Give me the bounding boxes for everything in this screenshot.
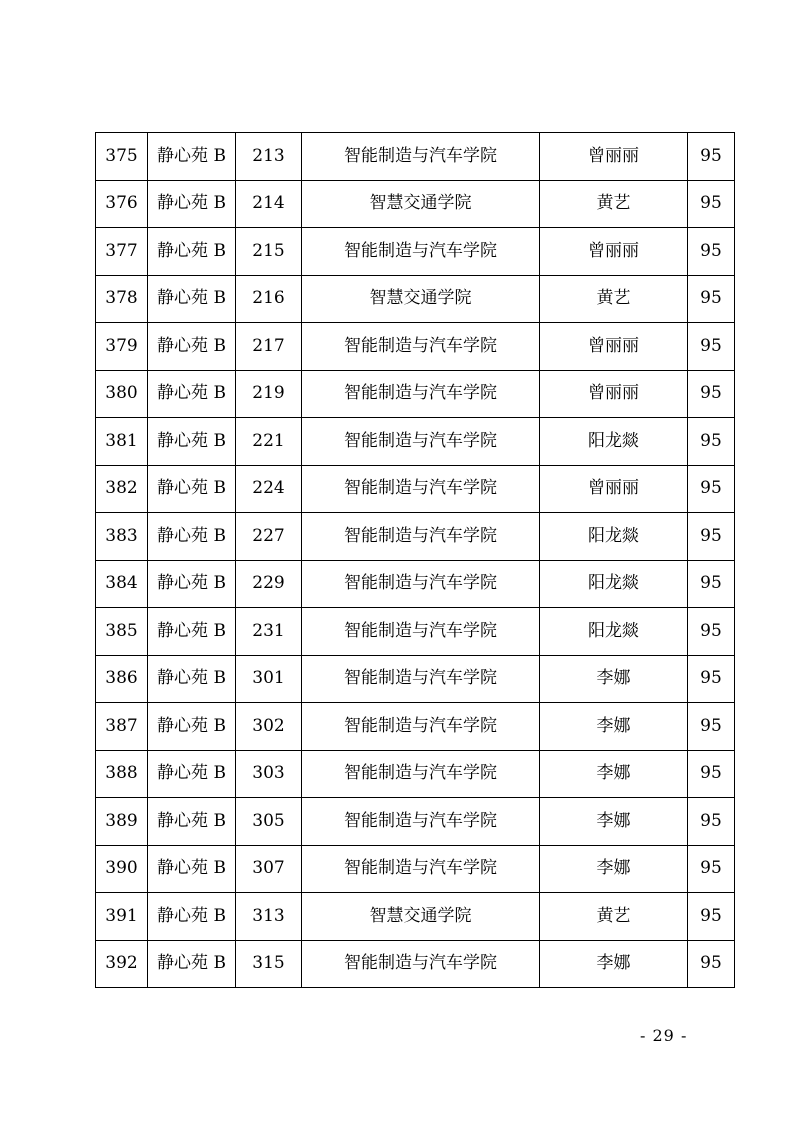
score-cell: 95	[688, 180, 735, 228]
table-row	[96, 893, 735, 941]
building-cell: 静心苑 B	[148, 560, 236, 608]
table-row	[96, 418, 735, 466]
table-row	[96, 798, 735, 846]
room-number-cell: 307	[236, 845, 302, 893]
serial-number-cell: 390	[96, 845, 148, 893]
building-cell: 静心苑 B	[148, 228, 236, 276]
counselor-cell: 曾丽丽	[540, 370, 688, 418]
serial-number-cell: 392	[96, 940, 148, 988]
score-cell: 95	[688, 655, 735, 703]
counselor-cell: 阳龙燚	[540, 608, 688, 656]
score-cell: 95	[688, 560, 735, 608]
serial-number-cell: 388	[96, 750, 148, 798]
score-cell: 95	[688, 845, 735, 893]
counselor-cell: 李娜	[540, 655, 688, 703]
table-row	[96, 703, 735, 751]
serial-number-cell: 380	[96, 370, 148, 418]
counselor-cell: 李娜	[540, 798, 688, 846]
serial-number-cell: 378	[96, 275, 148, 323]
room-number-cell: 214	[236, 180, 302, 228]
serial-number-cell: 375	[96, 133, 148, 181]
building-cell: 静心苑 B	[148, 275, 236, 323]
building-cell: 静心苑 B	[148, 323, 236, 371]
table-row	[96, 180, 735, 228]
room-number-cell: 229	[236, 560, 302, 608]
score-cell: 95	[688, 323, 735, 371]
dormitory-score-table	[95, 132, 735, 988]
college-cell: 智能制造与汽车学院	[302, 418, 540, 466]
counselor-cell: 黄艺	[540, 893, 688, 941]
counselor-cell: 黄艺	[540, 180, 688, 228]
counselor-cell: 阳龙燚	[540, 513, 688, 561]
room-number-cell: 216	[236, 275, 302, 323]
building-cell: 静心苑 B	[148, 893, 236, 941]
college-cell: 智能制造与汽车学院	[302, 465, 540, 513]
table-row	[96, 940, 735, 988]
table-row	[96, 275, 735, 323]
counselor-cell: 李娜	[540, 750, 688, 798]
room-number-cell: 213	[236, 133, 302, 181]
room-number-cell: 313	[236, 893, 302, 941]
room-number-cell: 231	[236, 608, 302, 656]
college-cell: 智能制造与汽车学院	[302, 560, 540, 608]
building-cell: 静心苑 B	[148, 750, 236, 798]
building-cell: 静心苑 B	[148, 608, 236, 656]
college-cell: 智慧交通学院	[302, 893, 540, 941]
serial-number-cell: 382	[96, 465, 148, 513]
counselor-cell: 阳龙燚	[540, 418, 688, 466]
score-cell: 95	[688, 275, 735, 323]
counselor-cell: 李娜	[540, 845, 688, 893]
college-cell: 智能制造与汽车学院	[302, 655, 540, 703]
room-number-cell: 303	[236, 750, 302, 798]
college-cell: 智能制造与汽车学院	[302, 845, 540, 893]
serial-number-cell: 389	[96, 798, 148, 846]
table-row	[96, 228, 735, 276]
room-number-cell: 315	[236, 940, 302, 988]
score-cell: 95	[688, 608, 735, 656]
building-cell: 静心苑 B	[148, 798, 236, 846]
score-cell: 95	[688, 228, 735, 276]
counselor-cell: 曾丽丽	[540, 133, 688, 181]
table-row	[96, 655, 735, 703]
serial-number-cell: 383	[96, 513, 148, 561]
score-cell: 95	[688, 750, 735, 798]
counselor-cell: 曾丽丽	[540, 465, 688, 513]
serial-number-cell: 379	[96, 323, 148, 371]
score-cell: 95	[688, 370, 735, 418]
room-number-cell: 305	[236, 798, 302, 846]
serial-number-cell: 376	[96, 180, 148, 228]
college-cell: 智能制造与汽车学院	[302, 608, 540, 656]
room-number-cell: 301	[236, 655, 302, 703]
building-cell: 静心苑 B	[148, 418, 236, 466]
building-cell: 静心苑 B	[148, 513, 236, 561]
table-row	[96, 133, 735, 181]
building-cell: 静心苑 B	[148, 180, 236, 228]
building-cell: 静心苑 B	[148, 465, 236, 513]
college-cell: 智能制造与汽车学院	[302, 798, 540, 846]
counselor-cell: 阳龙燚	[540, 560, 688, 608]
score-cell: 95	[688, 940, 735, 988]
room-number-cell: 221	[236, 418, 302, 466]
college-cell: 智能制造与汽车学院	[302, 228, 540, 276]
table-body	[96, 133, 735, 988]
table-row	[96, 323, 735, 371]
counselor-cell: 黄艺	[540, 275, 688, 323]
room-number-cell: 215	[236, 228, 302, 276]
counselor-cell: 李娜	[540, 940, 688, 988]
score-cell: 95	[688, 513, 735, 561]
table-row	[96, 465, 735, 513]
college-cell: 智能制造与汽车学院	[302, 750, 540, 798]
counselor-cell: 曾丽丽	[540, 228, 688, 276]
room-number-cell: 302	[236, 703, 302, 751]
building-cell: 静心苑 B	[148, 703, 236, 751]
college-cell: 智能制造与汽车学院	[302, 703, 540, 751]
score-cell: 95	[688, 893, 735, 941]
score-cell: 95	[688, 465, 735, 513]
room-number-cell: 219	[236, 370, 302, 418]
college-cell: 智能制造与汽车学院	[302, 513, 540, 561]
serial-number-cell: 381	[96, 418, 148, 466]
table-row	[96, 608, 735, 656]
serial-number-cell: 385	[96, 608, 148, 656]
building-cell: 静心苑 B	[148, 845, 236, 893]
counselor-cell: 李娜	[540, 703, 688, 751]
table-row	[96, 370, 735, 418]
table-row	[96, 560, 735, 608]
building-cell: 静心苑 B	[148, 370, 236, 418]
page-number: - 29 -	[640, 1026, 688, 1045]
serial-number-cell: 384	[96, 560, 148, 608]
college-cell: 智能制造与汽车学院	[302, 370, 540, 418]
score-cell: 95	[688, 703, 735, 751]
table-row	[96, 845, 735, 893]
serial-number-cell: 377	[96, 228, 148, 276]
table-row	[96, 513, 735, 561]
college-cell: 智慧交通学院	[302, 180, 540, 228]
college-cell: 智能制造与汽车学院	[302, 323, 540, 371]
room-number-cell: 227	[236, 513, 302, 561]
serial-number-cell: 387	[96, 703, 148, 751]
building-cell: 静心苑 B	[148, 940, 236, 988]
room-number-cell: 217	[236, 323, 302, 371]
serial-number-cell: 386	[96, 655, 148, 703]
score-cell: 95	[688, 798, 735, 846]
college-cell: 智慧交通学院	[302, 275, 540, 323]
counselor-cell: 曾丽丽	[540, 323, 688, 371]
building-cell: 静心苑 B	[148, 655, 236, 703]
college-cell: 智能制造与汽车学院	[302, 133, 540, 181]
room-number-cell: 224	[236, 465, 302, 513]
building-cell: 静心苑 B	[148, 133, 236, 181]
table-row	[96, 750, 735, 798]
serial-number-cell: 391	[96, 893, 148, 941]
score-cell: 95	[688, 418, 735, 466]
score-cell: 95	[688, 133, 735, 181]
college-cell: 智能制造与汽车学院	[302, 940, 540, 988]
